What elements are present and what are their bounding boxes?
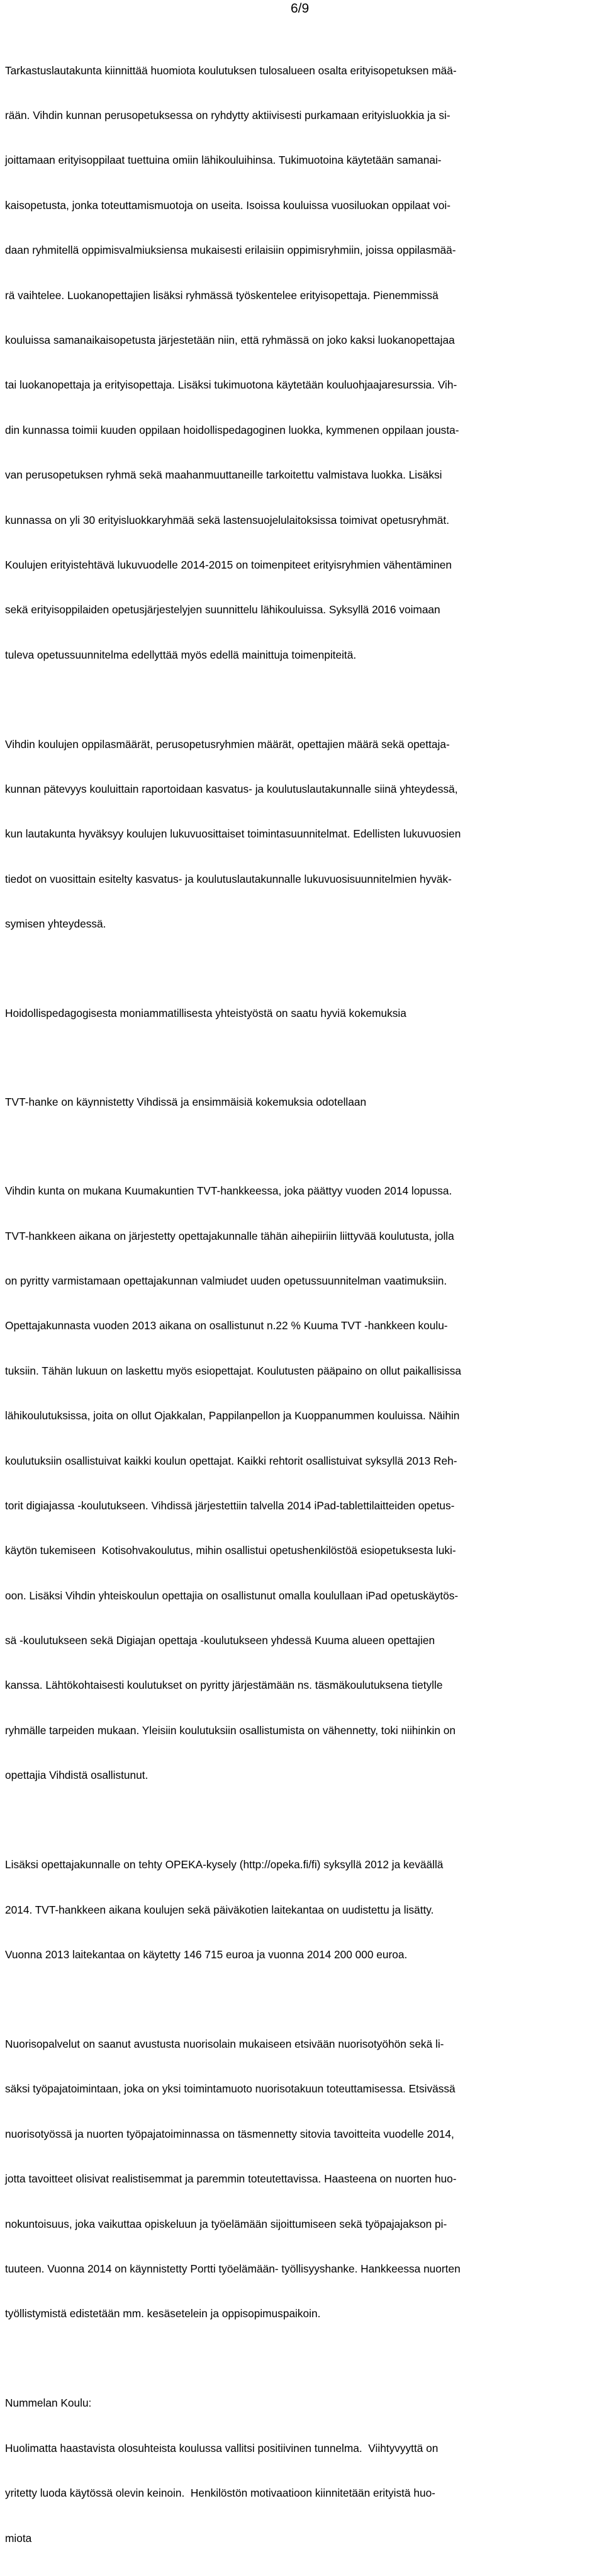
- paragraph-heading-tvt: [5, 1065, 599, 1140]
- text-line: 2014. TVT-hankkeen aikana koulujen sekä päiväkotien laitekantaa on uudistettu ja lisätty.: [5, 1903, 434, 1916]
- text-line: tuuteen. Vuonna 2014 on käynnistetty Portti työelämään- työllisyyshanke. Hankkeessa nuorten: [5, 2262, 461, 2275]
- paragraph-gap: [5, 1992, 599, 2007]
- text-line: Koulujen erityistehtävä lukuvuodelle 2014-2015 on toimenpiteet erityisryhmien vähentäminen: [5, 558, 452, 571]
- text-line: nuorisotyössä ja nuorten työpajatoiminnassa on täsmennetty sitovia tavoitteita vuodelle 2014,: [5, 2127, 454, 2140]
- text-line: kanssa. Lähtökohtaisesti koulutukset on pyritty järjestämään ns. täsmäkoulutuksena tietylle: [5, 1679, 443, 1692]
- text-line: tai luokanopettaja ja erityisopettaja. Lisäksi tukimuotona käytetään kouluohjaajaresurssia. Vih-: [5, 378, 457, 392]
- page-number: 6/9: [291, 1, 310, 16]
- paragraph-tvt-project: [5, 1154, 599, 1813]
- text-line: tuleva opetussuunnitelma edellyttää myös edellä mainittuja toimenpiteitä.: [5, 648, 357, 661]
- document-body: [5, 33, 599, 2576]
- text-line: oon. Lisäksi Vihdin yhteiskoulun opettajia on osallistunut omalla koulullaan iPad opetuskäytös-: [5, 1589, 459, 1602]
- text-line: Vihdin koulujen oppilasmäärät, perusopetusryhmien määrät, opettajien määrä sekä opettaja-: [5, 737, 450, 751]
- text-line: työllistymistä edistetään mm. kesäsetelein ja oppisopimuspaikoin.: [5, 2307, 321, 2320]
- text-line: nokuntoisuus, joka vaikuttaa opiskeluun ja työelämään sijoittumiseen sekä työpajajakson pi-: [5, 2217, 447, 2230]
- text-line: kun lautakunta hyväksyy koulujen lukuvuosittaiset toimintasuunnitelmat. Edellisten lukuvuosien: [5, 827, 461, 841]
- text-line: kunnan pätevyys kouluittain raportoidaan kasvatus- ja koulutuslautakunnalle siinä yhteydessä,: [5, 783, 458, 796]
- text-line: din kunnassa toimii kuuden oppilaan hoidollispedagoginen luokka, kymmenen oppilaan jousta-: [5, 423, 459, 436]
- text-line: Vihdin kunta on mukana Kuumakuntien TVT-hankkeessa, joka päättyy vuoden 2014 lopussa.: [5, 1184, 452, 1198]
- text-line: daan ryhmitellä oppimisvalmiuksiensa mukaisesti erilaisiin oppimisryhmiin, joissa oppilasmää-: [5, 244, 456, 257]
- text-line: miota: [5, 2531, 32, 2545]
- paragraph-school-reporting: [5, 707, 599, 962]
- text-line: tiedot on vuosittain esitelty kasvatus- ja koulutuslautakunnalle lukuvuosisuunnitelmien hyväk-: [5, 872, 452, 885]
- paragraph-gap: [5, 1052, 599, 1065]
- text-line: van perusopetuksen ryhmä sekä maahanmuuttaneille tarkoitettu valmistava luokka. Lisäksi: [5, 468, 442, 482]
- paragraph-heading-hoidollispedagogisesta: [5, 977, 599, 1052]
- paragraph-special-education: [5, 33, 599, 693]
- text-line: jotta tavoitteet olisivat realistisemmat ja paremmin toteutettavissa. Haasteena on nuorten huo-: [5, 2172, 457, 2186]
- text-line: TVT-hankkeen aikana on järjestetty opettajakunnalle tähän aihepiiriin liittyvää koulutusta, jolla: [5, 1229, 454, 1242]
- text-line: Huolimatta haastavista olosuhteista koulussa vallitsi positiivinen tunnelma. Viihtyvyyttä on: [5, 2441, 439, 2454]
- paragraph-gap: [5, 962, 599, 977]
- text-line: joittamaan erityisoppilaat tuettuina omiin lähikouluihinsa. Tukimuotoina käytetään samanai-: [5, 154, 442, 167]
- paragraph-gap: [5, 1813, 599, 1828]
- text-line: rään. Vihdin kunnan perusopetuksessa on ryhdytty aktiivisesti purkamaan erityisluokkia ja si-: [5, 108, 450, 122]
- text-line: Vuonna 2013 laitekantaa on käytetty 146 715 euroa ja vuonna 2014 200 000 euroa.: [5, 1948, 408, 1961]
- paragraph-nummela-school: [5, 2366, 599, 2576]
- paragraph-gap: [5, 1140, 599, 1154]
- text-line: säksi työpajatoimintaan, joka on yksi toimintamuoto nuorisotakuun toteuttamisessa. Etsivässä: [5, 2082, 456, 2096]
- text-line: ryhmälle tarpeiden mukaan. Yleisiin koulutuksiin osallistumista on vähennetty, toki niihinkin on: [5, 1723, 456, 1737]
- text-line: on pyritty varmistamaan opettajakunnan valmiudet uuden opetussuunnitelman vaatimuksiin.: [5, 1274, 447, 1287]
- text-line: Nuorisopalvelut on saanut avustusta nuorisolain mukaiseen etsivään nuorisotyöhön sekä li-: [5, 2038, 444, 2050]
- text-line: sä -koulutukseen sekä Digiajan opettaja -koulutukseen yhdessä Kuuma alueen opettajien: [5, 1634, 435, 1647]
- text-line: lähikoulutuksissa, joita on ollut Ojakkalan, Pappilanpellon ja Kuoppanummen kouluissa. Näihin: [5, 1409, 460, 1422]
- text-line: Hoidollispedagogisesta moniammatillisesta yhteistyöstä on saatu hyviä kokemuksia: [5, 1007, 406, 1020]
- paragraph-gap: [5, 693, 599, 707]
- text-line: TVT-hanke on käynnistetty Vihdissä ja ensimmäisiä kokemuksia odotellaan: [5, 1096, 367, 1109]
- text-line: käytön tukemiseen Kotisohvakoulutus, mihin osallistui opetushenkilöstöä esiopetuksesta luki-: [5, 1544, 456, 1557]
- text-line: sekä erityisoppilaiden opetusjärjestelyjen suunnittelu lähikouluissa. Syksyllä 2016 voimaan: [5, 603, 440, 616]
- text-line: yritetty luoda käytössä olevin keinoin. Henkilöstön motivaatioon kiinnitetään erityistä huo-: [5, 2487, 435, 2500]
- text-line: koulutuksiin osallistuivat kaikki koulun opettajat. Kaikki rehtorit osallistuivat syksyllä 2013 Reh-: [5, 1454, 457, 1467]
- text-line: Lisäksi opettajakunnalle on tehty OPEKA-kysely (http://opeka.fi/fi) syksyllä 2012 ja keväällä: [5, 1858, 444, 1871]
- text-line: opettajia Vihdistä osallistunut.: [5, 1769, 148, 1782]
- paragraph-gap: [5, 2352, 599, 2366]
- text-line: Opettajakunnasta vuoden 2013 aikana on osallistunut n.22 % Kuuma TVT -hankkeen koulu-: [5, 1319, 448, 1332]
- text-line: Tarkastuslautakunta kiinnittää huomiota koulutuksen tulosalueen osalta erityisopetuksen mää-: [5, 64, 457, 77]
- paragraph-youth-services: [5, 2007, 599, 2351]
- paragraph-opeka-survey: [5, 1828, 599, 1993]
- text-line: kunnassa on yli 30 erityisluokkaryhmää sekä lastensuojelulaitoksissa toimivat opetusryhmät.: [5, 513, 449, 526]
- text-line: Nummelan Koulu:: [5, 2397, 92, 2410]
- text-line: tuksiin. Tähän lukuun on laskettu myös esiopettajat. Koulutusten pääpaino on ollut paikallisissa: [5, 1364, 461, 1377]
- text-line: symisen yhteydessä.: [5, 917, 106, 931]
- text-line: torit digiajassa -koulutukseen. Vihdissä järjestettiin talvella 2014 iPad-tablettilaitteiden opetus-: [5, 1499, 455, 1512]
- text-line: kouluissa samanaikaisopetusta järjestetään niin, että ryhmässä on joko kaksi luokanopettajaa: [5, 333, 455, 346]
- text-line: rä vaihtelee. Luokanopettajien lisäksi ryhmässä työskentelee erityisopettaja. Pienemmissä: [5, 288, 439, 302]
- text-line: kaisopetusta, jonka toteuttamismuotoja on useita. Isoissa kouluissa vuosiluokan oppilaat voi-: [5, 198, 450, 212]
